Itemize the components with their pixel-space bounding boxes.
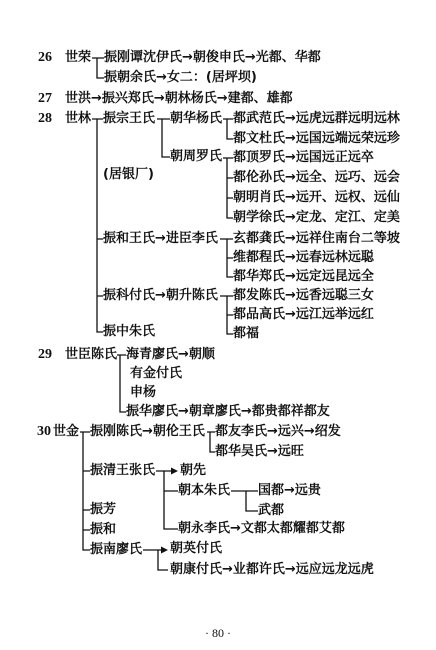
descendant-line: 都品高氏→远江远举远红: [233, 307, 374, 322]
bracket-chaozhou: [223, 158, 233, 218]
person-node: 振芳: [90, 502, 117, 517]
person-node: 朝英付氏: [170, 541, 223, 556]
descendant-line: 振朝余氏→女二：(居坪坝): [104, 70, 257, 85]
bracket-zhenqing: [156, 471, 178, 529]
generation-number: 30: [37, 424, 51, 439]
generation-number: 29: [38, 347, 52, 362]
person-node: 申杨: [130, 385, 157, 400]
person-node: 振和: [90, 522, 117, 537]
person-node: 武都: [258, 503, 285, 518]
person-node: 朝本朱氏: [178, 483, 231, 498]
generation-number: 28: [38, 111, 52, 126]
descendant-line: 都武范氏→远虎远群远明远林: [233, 111, 400, 126]
connector-lines: [80, 58, 258, 570]
generation-number: 27: [38, 91, 52, 106]
descendant-line: 朝学徐氏→定龙、定江、定美: [233, 210, 400, 225]
bracket-zhenzong: [157, 119, 170, 157]
descendant-line: 都友李氏→远兴→绍发: [215, 424, 341, 439]
root-ancestor: 世荣: [65, 50, 92, 65]
descendant-line: 维都程氏→远春远林远聪: [233, 250, 374, 265]
descendant-line: 都文杜氏→远国远端远荣远珍: [233, 131, 400, 146]
person-node: 有金付氏: [130, 366, 183, 381]
bracket-gen29: [117, 355, 126, 412]
descendant-line: 朝明肖氏→远开、远权、远仙: [233, 190, 400, 205]
descendant-line: 海青廖氏→朝顺: [126, 347, 215, 362]
person-node: 振和王氏→进臣李氏: [103, 231, 218, 246]
descendant-line: 玄都龚氏→远祥住南台二等坡: [233, 231, 400, 246]
descendant-line: 都华郑氏→远定远昆远全: [233, 269, 374, 284]
bracket-chaohua: [223, 119, 233, 139]
descendant-line: 都福: [233, 326, 260, 341]
descendant-line: 朝康付氏→业都许氏→远应远龙远虎: [170, 562, 374, 577]
bracket-chaoben: [231, 491, 258, 511]
descendant-line: 都顶罗氏→远国远正远卒: [233, 150, 374, 165]
person-node: 振科付氏→朝升陈氏: [103, 288, 218, 303]
descendant-line: 振刚谭沈伊氏→朝俊申氏→光都、华都: [104, 50, 321, 65]
residence-note: (居银厂): [103, 167, 154, 182]
person-node: 振中朱氏: [103, 324, 156, 339]
descendant-line: 都发陈氏→远香远聪三女: [233, 288, 374, 303]
person-node: 朝华杨氏: [170, 111, 223, 126]
person-node: 朝先: [180, 463, 207, 478]
bracket-gen28: [92, 119, 103, 332]
descendant-line: 都伦孙氏→远全、远巧、远会: [233, 170, 400, 185]
lineage-line: 世洪→振兴郑氏→朝林杨氏→建都、雄都: [65, 91, 293, 106]
descendant-line: 国都→远贵: [258, 483, 321, 498]
person-node: 振刚陈氏→朝伦王氏: [90, 424, 205, 439]
arrow-head: [161, 547, 168, 554]
descendant-line: 都华吴氏→远旺: [215, 444, 304, 459]
root-ancestor: 世林: [65, 111, 92, 126]
bracket-gen26: [92, 58, 104, 78]
descendant-line: 朝永李氏→文都太都耀都艾都: [178, 521, 345, 536]
generation-number: 26: [38, 50, 52, 65]
bracket-zhennan: [143, 550, 168, 570]
bracket-zhenhe: [220, 239, 233, 277]
arrow-head: [171, 468, 178, 475]
person-node: 朝周罗氏: [170, 149, 223, 164]
page-number: · 80 ·: [205, 626, 231, 640]
bracket-zhengang: [207, 432, 215, 452]
person-node: 振宗王氏: [103, 111, 156, 126]
descendant-line: 振华廖氏→朝章廖氏→都贵都祥都友: [126, 404, 330, 419]
root-ancestor: 世臣陈氏: [65, 347, 118, 362]
bracket-zhenke: [220, 296, 233, 334]
person-node: 振清王张氏: [90, 463, 156, 478]
person-node: 振南廖氏: [90, 542, 143, 557]
root-ancestor: 世金: [53, 424, 80, 439]
bracket-gen30: [80, 432, 90, 550]
